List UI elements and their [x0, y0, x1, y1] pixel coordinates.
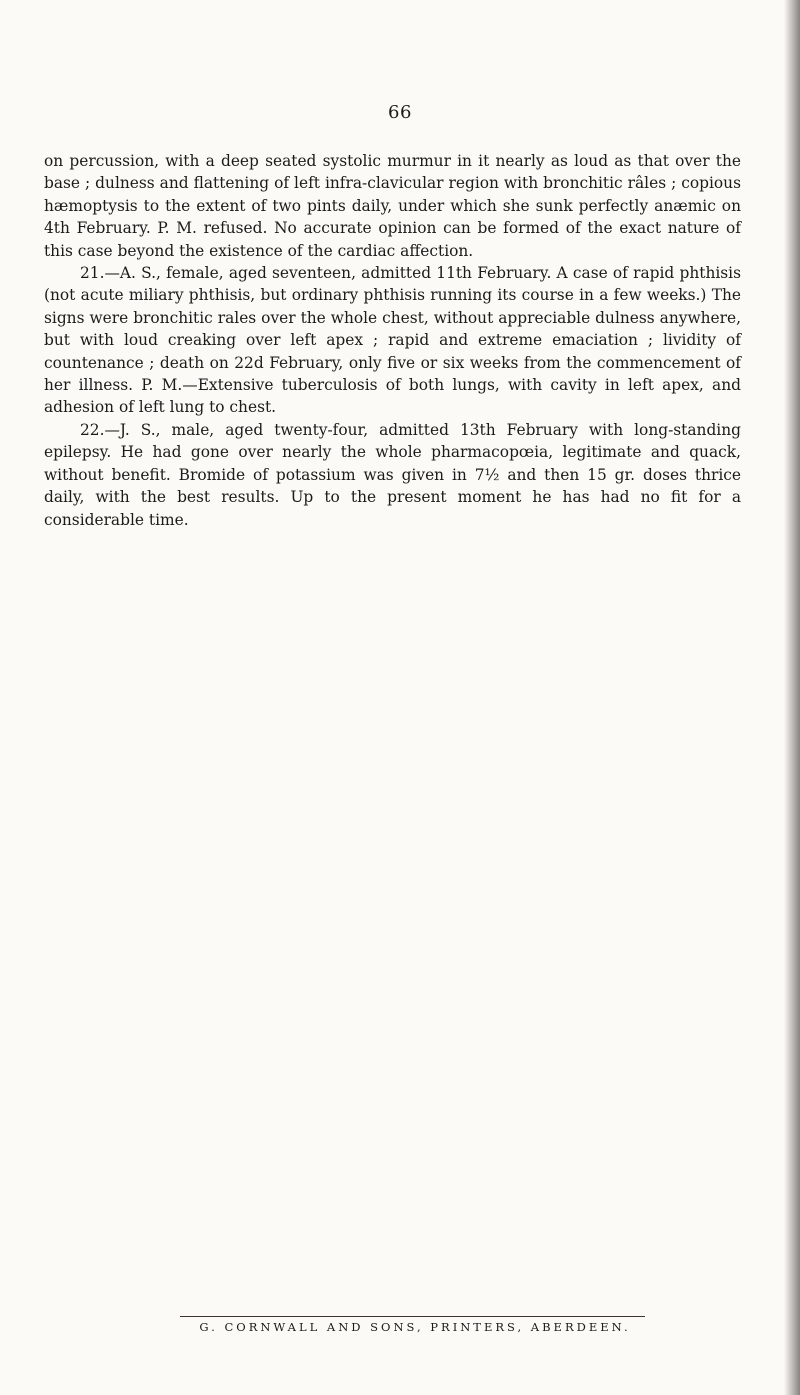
paragraph-continuation: on percussion, with a deep seated systolic murmur in it nearly as loud as that over the base ; dulness and flattening of left infra-clavicular region with bronchitic râles ; copious hæmoptysis to the extent of two pints daily, under which she sunk perfectly anæmic on 4th February. P. M. refused. No accurate opinion can be formed of the exact nature of this case beyond the existence of the cardiac affection.	[44, 152, 741, 260]
paragraph-case-21: 21.—A. S., female, aged seventeen, admitted 11th February. A case of rapid phthisis (not acute miliary phthisis, but ordinary phthisis running its course in a few weeks.) The signs were bronchitic rales over the whole chest, without appreciable dulness anywhere, but with loud creaking over left apex ; rapid and extreme emaciation ; lividity of countenance ; death on 22d February, only five or six weeks from the commencement of her illness. P. M.—Extensive tuberculosis of both lungs, with cavity in left apex, and adhesion of left lung to chest.	[44, 264, 741, 417]
printer-imprint: G. CORNWALL AND SONS, PRINTERS, ABERDEEN.	[199, 1320, 631, 1334]
page-number: 66	[388, 102, 412, 123]
body-text	[44, 150, 741, 531]
page-edge-shadow	[784, 0, 800, 1395]
paragraph-case-22: 22.—J. S., male, aged twenty-four, admitted 13th February with long-standing epilepsy. He had gone over nearly the whole pharmacopœia, legitimate and quack, without benefit. Bromide of potassium was given in 7½ and then 15 gr. doses thrice daily, with the best results. Up to the present moment he has had no fit for a considerable time.	[44, 420, 741, 529]
footer-rule	[180, 1316, 645, 1317]
